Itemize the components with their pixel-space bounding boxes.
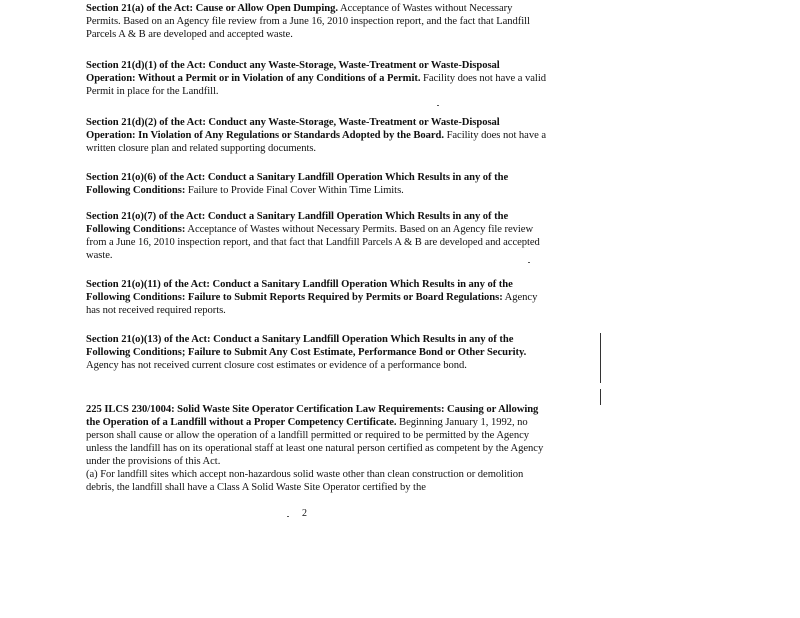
scan-speck xyxy=(528,262,530,263)
section-225-ilcs xyxy=(86,403,546,494)
section-heading: Section 21(o)(13) of the Act: Conduct a Sanitary Landfill Operation Which Results in any of the Following Conditions; Failure to Submit Any Cost Estimate, Performance Bond or Other Security. xyxy=(86,334,527,358)
section-heading: Section 21(a) of the Act: Cause or Allow Open Dumping. xyxy=(86,3,338,14)
section-21d1 xyxy=(86,59,546,98)
section-heading: 225 ILCS 230/1004: Solid Waste Site Operator Certification Law Requirements: Causing or Allowing the Operation of a Landfill without a Proper Competency Certificate. xyxy=(86,404,539,428)
section-body: Agency has not received current closure cost estimates or evidence of a performance bond. xyxy=(86,360,467,371)
section-body: Beginning January 1, 1992, no person shall cause or allow the operation of a landfill permitted or required to be permitted by the Agency unless the landfill has on its operational staff at least one natural person certified as competent by the Agency under the provisions of this Act. xyxy=(86,417,544,467)
section-body: Failure to Provide Final Cover Within Time Limits. xyxy=(185,185,404,196)
section-heading: Section 21(d)(1) of the Act: Conduct any Waste-Storage, Waste-Treatment or Waste-Disposal Operation: Without a Permit or in Violation of any Conditions of a Permit. xyxy=(86,60,500,84)
section-21o7 xyxy=(86,210,546,262)
section-body: Facility does not have a written closure plan and related supporting documents. xyxy=(86,130,546,154)
margin-revision-bar xyxy=(600,389,601,405)
section-body: Facility does not have a valid Permit in place for the Landfill. xyxy=(86,73,546,97)
section-21d2 xyxy=(86,116,546,155)
section-heading: Section 21(o)(6) of the Act: Conduct a Sanitary Landfill Operation Which Results in any of the Following Conditions: xyxy=(86,172,509,196)
scan-speck xyxy=(437,105,439,106)
section-heading: Section 21(o)(11) of the Act: Conduct a Sanitary Landfill Operation Which Results in any of the Following Conditions: Failure to Submit Reports Required by Permits or Board Regulations: xyxy=(86,279,513,303)
section-21o11 xyxy=(86,278,546,317)
page-number: 2 xyxy=(302,508,307,519)
margin-revision-bar xyxy=(600,333,601,383)
section-21o13 xyxy=(86,333,546,372)
section-21o6 xyxy=(86,171,546,197)
section-heading: Section 21(o)(7) of the Act: Conduct a Sanitary Landfill Operation Which Results in any of the Following Conditions: xyxy=(86,211,509,235)
scan-speck xyxy=(287,516,289,517)
section-21a xyxy=(86,2,546,41)
section-body: Acceptance of Wastes without Necessary Permits. Based on an Agency file review from a June 16, 2010 inspection report, and that fact that Landfill Parcels A & B are developed and accepted waste. xyxy=(86,224,540,261)
section-body: Acceptance of Wastes without Necessary Permits. Based on an Agency file review from a June 16, 2010 inspection report, and the fact that Landfill Parcels A & B are developed and accepted waste. xyxy=(86,3,530,40)
section-body: Agency has not received required reports. xyxy=(86,292,538,316)
section-heading: Section 21(d)(2) of the Act: Conduct any Waste-Storage, Waste-Treatment or Waste-Disposal Operation: In Violation of Any Regulations or Standards Adopted by the Board. xyxy=(86,117,500,141)
section-extra: (a) For landfill sites which accept non-hazardous solid waste other than clean construction or demolition debris, the landfill shall have a Class A Solid Waste Site Operator certified by the xyxy=(86,469,524,493)
